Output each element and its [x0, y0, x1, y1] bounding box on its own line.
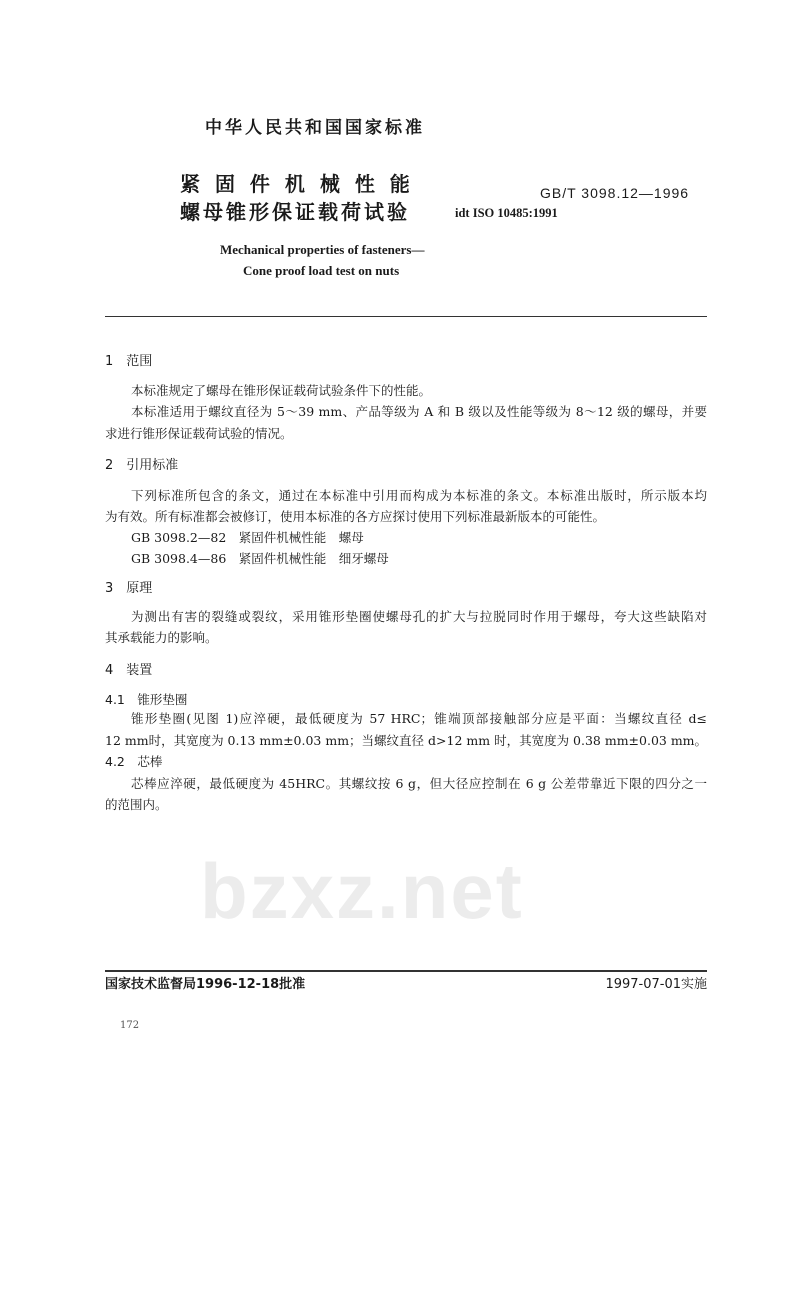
section-1-text: 求进行锥形保证载荷试验的情况。 — [105, 426, 293, 441]
section-4-2-heading: 4.2 芯棒 — [105, 754, 163, 769]
section-2-text: 为有效。所有标准都会被修订，使用本标准的各方应探讨使用下列标准最新版本的可能性。 — [105, 509, 606, 524]
title-cn-line1: 紧 固 件 机 械 性 能 — [180, 172, 414, 196]
section-4-2-text: 芯棒应淬硬，最低硬度为 45HRC。其螺纹按 6 g，但大径应控制在 6 g 公差带靠近下限的四分之一 — [131, 776, 707, 791]
watermark: bzxz.net — [200, 847, 524, 935]
section-2-text: 下列标准所包含的条文，通过在本标准中引用而构成为本标准的条文。本标准出版时，所示版本均 — [131, 488, 707, 503]
approval-date: 国家技术监督局1996-12-18批准 — [105, 977, 306, 992]
country-standard-label: 中华人民共和国国家标准 — [205, 118, 425, 138]
header-divider — [105, 316, 707, 317]
section-4-1-text: 锥形垫圈(见图 1)应淬硬，最低硬度为 57 HRC；锥端顶部接触部分应是平面：当螺纹直径 d≤ — [131, 711, 707, 726]
section-4-1-heading: 4.1 锥形垫圈 — [105, 692, 188, 707]
section-3-text: 为测出有害的裂缝或裂纹，采用锥形垫圈使螺母孔的扩大与拉脱同时作用于螺母，夸大这些缺陷对 — [131, 609, 707, 624]
section-1-text: 本标准适用于螺纹直径为 5～39 mm、产品等级为 A 和 B 级以及性能等级为 8～12 级的螺母，并要 — [131, 404, 707, 419]
section-2-heading: 2 引用标准 — [105, 458, 179, 473]
page-number: 172 — [120, 1020, 140, 1031]
section-1-heading: 1 范围 — [105, 354, 153, 369]
title-cn-line2: 螺母锥形保证载荷试验 — [180, 200, 410, 224]
section-1-text: 本标准规定了螺母在锥形保证载荷试验条件下的性能。 — [131, 383, 432, 398]
section-3-heading: 3 原理 — [105, 581, 153, 596]
reference-item: GB 3098.2—82 紧固件机械性能 螺母 — [131, 530, 364, 545]
section-4-1-text: 12 mm时，其宽度为 0.13 mm±0.03 mm；当螺纹直径 d>12 mm 时，其宽度为 0.38 mm±0.03 mm。 — [105, 733, 708, 748]
reference-item: GB 3098.4—86 紧固件机械性能 细牙螺母 — [131, 551, 389, 566]
footer-divider — [105, 970, 707, 972]
standard-number: GB/T 3098.12—1996 — [540, 185, 690, 201]
section-4-2-text: 的范围内。 — [105, 797, 168, 812]
title-en-line1: Mechanical properties of fasteners— — [220, 242, 425, 257]
section-4-heading: 4 装置 — [105, 663, 153, 678]
effective-date: 1997-07-01实施 — [605, 977, 707, 992]
title-en-line2: Cone proof load test on nuts — [243, 263, 400, 278]
idt-iso: idt ISO 10485:1991 — [455, 206, 558, 220]
section-3-text: 其承载能力的影响。 — [105, 630, 218, 645]
